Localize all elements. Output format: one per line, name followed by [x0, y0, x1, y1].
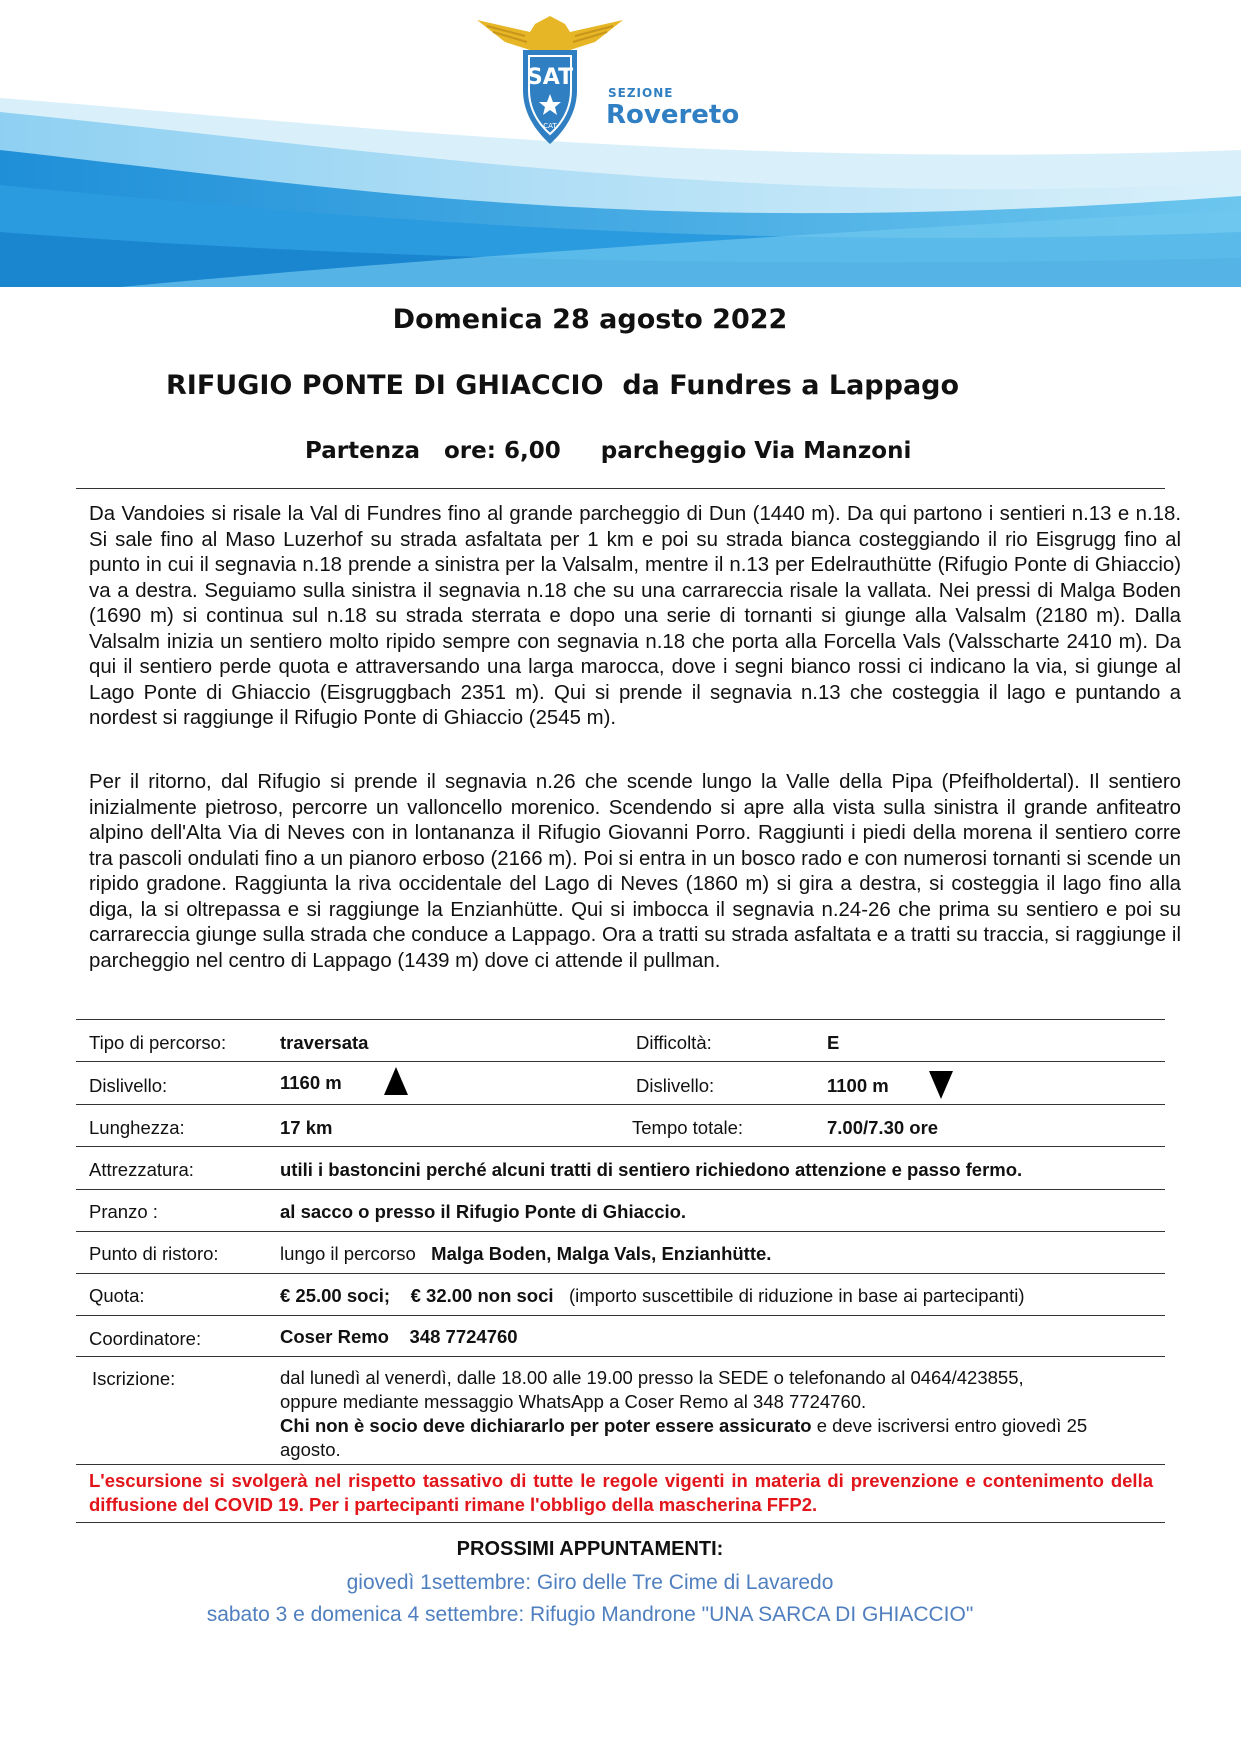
logo-small-letters: CAT	[543, 122, 557, 130]
table-row-divider	[76, 1315, 1165, 1316]
event-title: RIFUGIO PONTE DI GHIACCIO da Fundres a Lappago	[166, 370, 960, 401]
iscrizione-deadline: e deve iscriversi entro giovedì 25 agosto.	[280, 1415, 1088, 1460]
quota-note: (importo suscettibile di riduzione in base ai partecipanti)	[568, 1285, 1025, 1306]
coordinatore-value: Coser Remo 348 7724760	[280, 1326, 518, 1347]
pranzo-label: Pranzo :	[89, 1201, 158, 1222]
dislivello-down-label: Dislivello:	[636, 1075, 715, 1096]
iscrizione-text	[280, 1366, 1140, 1462]
upcoming-heading: PROSSIMI APPUNTAMENTI:	[456, 1538, 724, 1560]
dislivello-up-label: Dislivello:	[89, 1075, 168, 1096]
org-name: Rovereto	[606, 100, 740, 130]
quota-label: Quota:	[89, 1285, 145, 1306]
tempo-label: Tempo totale:	[632, 1117, 744, 1138]
triangle-up-icon	[383, 1066, 409, 1096]
iscrizione-label: Iscrizione:	[92, 1368, 176, 1389]
sat-logo-icon	[475, 12, 625, 152]
ristoro-prefix: lungo il percorso	[280, 1243, 416, 1264]
triangle-down-icon	[928, 1070, 954, 1100]
table-row-divider	[76, 1273, 1165, 1274]
table-row-divider	[76, 1464, 1165, 1465]
logo-letters: SAT	[526, 65, 574, 90]
upcoming-item: giovedì 1settembre: Giro delle Tre Cime di Lavaredo	[346, 1571, 834, 1594]
description-paragraph-1: Da Vandoies si risale la Val di Fundres fino al grande parcheggio di Dun (1440 m). Da qui partono i sentieri n.13 e n.18. Si sale fino al Maso Luzerhof su strada asfaltata per 1 km e poi su strada bianca costeggiando il rio Eisgrugg fino al punto in cui il segnavia n.18 prende a sinistra per la Valsalm, mentre il n.13 per Edelrauthütte (Rifugio Ponte di Ghiaccio) va a destra. Seguiamo sulla sinistra il segnavia n.18 che su una carrareccia risale la vallata. Nei pressi di Malga Boden (1690 m) si continua sul n.18 su strada sterrata e dopo una serie di tornanti si giunge alla Valsalm (2180 m). Dalla Valsalm inizia un sentiero molto ripido sempre con segnavia n.18 che porta alla Forcella Vals (Valsscharte 2410 m). Da qui il sentiero perde quota e attraversando una larga marocca, dove i segni bianco rossi ci indicano la via, si giunge al Lago Ponte di Ghiaccio (Eisgruggbach 2351 m). Qui si prende il segnavia n.13 che costeggia il lago e puntando a nordest si raggiunge il Rifugio Ponte di Ghiaccio (2545 m).	[89, 503, 1181, 729]
attrezzatura-label: Attrezzatura:	[89, 1159, 194, 1180]
pranzo-value: al sacco o presso il Rifugio Ponte di Ghiaccio.	[280, 1201, 687, 1222]
quota-value	[280, 1285, 1025, 1307]
header-banner	[0, 0, 1241, 287]
org-sezione-label: SEZIONE	[608, 86, 674, 100]
table-row-divider	[76, 1146, 1165, 1147]
dislivello-up-value: 1160 m	[280, 1072, 342, 1093]
tempo-value: 7.00/7.30 ore	[827, 1117, 939, 1138]
lunghezza-value: 17 km	[280, 1117, 333, 1138]
table-row-divider	[76, 1061, 1165, 1062]
difficolta-value: E	[827, 1032, 840, 1053]
iscrizione-warning: Chi non è socio deve dichiararlo per poter essere assicurato	[280, 1415, 812, 1436]
dislivello-down-value: 1100 m	[827, 1075, 889, 1096]
iscrizione-line-2: oppure mediante messaggio WhatsApp a Coser Remo al 348 7724760.	[280, 1391, 867, 1412]
departure-info: Partenza ore: 6,00 parcheggio Via Manzoni	[305, 438, 912, 464]
iscrizione-line-1: dal lunedì al venerdì, dalle 18.00 alle 19.00 presso la SEDE o telefonando al 0464/423855,	[280, 1367, 1024, 1388]
table-row-divider	[76, 1104, 1165, 1105]
covid-notice: L'escursione si svolgerà nel rispetto tassativo di tutte le regole vigenti in materia di prevenzione e contenimento della diffusione del COVID 19. Per i partecipanti rimane l'obbligo della mascherina FFP2.	[89, 1470, 1153, 1515]
quota-soci: € 25.00 soci;	[280, 1285, 391, 1306]
coordinatore-label: Coordinatore:	[89, 1328, 202, 1349]
table-row-divider	[76, 1522, 1165, 1523]
lunghezza-label: Lunghezza:	[89, 1117, 185, 1138]
ristoro-value	[280, 1243, 771, 1265]
attrezzatura-value: utili i bastoncini perché alcuni tratti di sentiero richiedono attenzione e passo fermo.	[280, 1159, 1023, 1180]
table-row-divider	[76, 1231, 1165, 1232]
table-row-divider	[76, 1019, 1165, 1020]
table-row-divider	[76, 1356, 1165, 1357]
table-row-divider	[76, 1189, 1165, 1190]
quota-non-soci: € 32.00 non soci	[410, 1285, 554, 1306]
tipo-value: traversata	[280, 1032, 369, 1053]
upcoming-item: sabato 3 e domenica 4 settembre: Rifugio Mandrone "UNA SARCA DI GHIACCIO"	[206, 1603, 974, 1626]
difficolta-label: Difficoltà:	[636, 1032, 712, 1053]
ristoro-label: Punto di ristoro:	[89, 1243, 219, 1264]
description-paragraph-2: Per il ritorno, dal Rifugio si prende il segnavia n.26 che scende lungo la Valle della Pipa (Pfeifholdertal). Il sentiero inizialmente pietroso, percorre un valloncello morenico. Scendendo si apre alla vista sulla sinistra il grande anfiteatro alpino dell'Alta Via di Neves con in lontananza il Rifugio Giovanni Porro. Raggiunti i piedi della morena il sentiero corre tra pascoli ondulati fino a un pianoro erboso (2166 m). Poi si entra in un bosco rado e con numerosi tornanti si scende un ripido gradone. Raggiunta la riva occidentale del Lago di Neves (1860 m) si gira a destra, si costeggia il lago fino alla diga, la si oltrepassa e si raggiunge la Enzianhütte. Qui si imbocca il segnavia n.24-26 che prima su sentiero e poi su carrareccia giunge sulla strada che conduce a Lappago. Ora a tratti su strada asfaltata e a tratti su traccia, si raggiunge il parcheggio nel centro di Lappago (1439 m) dove ci attende il pullman.	[89, 771, 1181, 972]
ristoro-places: Malga Boden, Malga Vals, Enzianhütte.	[431, 1243, 772, 1264]
divider	[76, 488, 1165, 489]
tipo-label: Tipo di percorso:	[89, 1032, 227, 1053]
event-date: Domenica 28 agosto 2022	[392, 304, 788, 335]
